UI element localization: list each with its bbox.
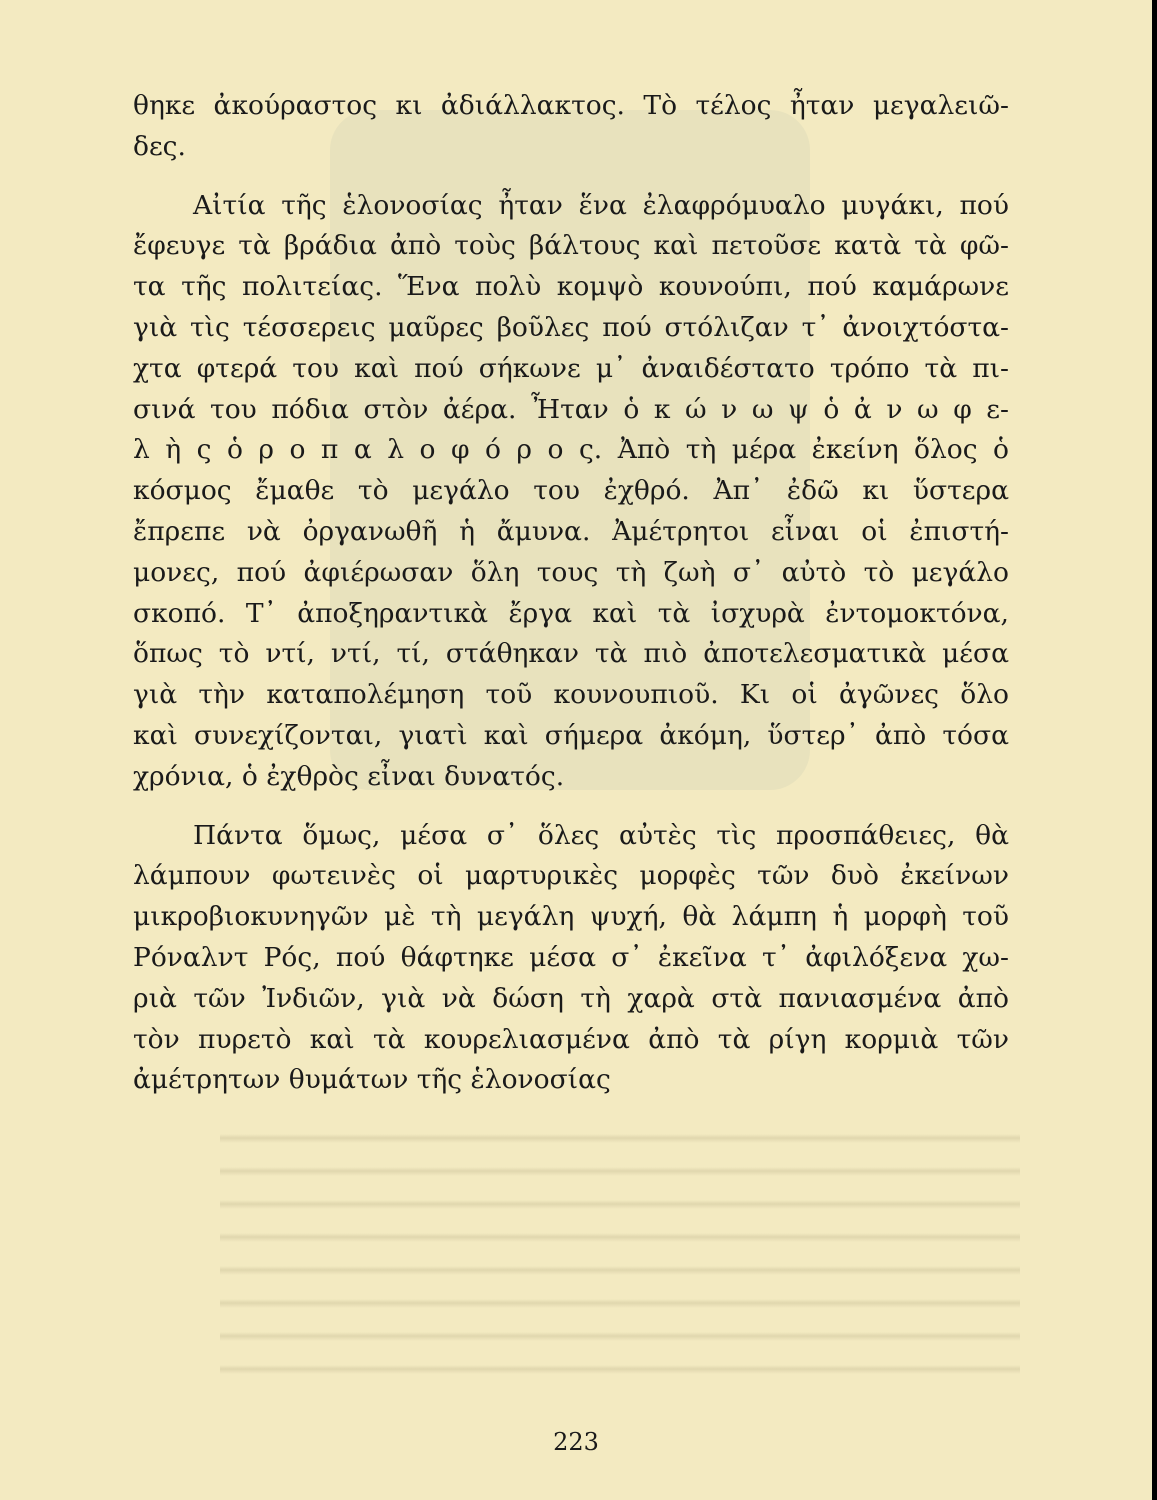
text-line: ἀμέτρητων θυμάτων τῆς ἑλονοσίας bbox=[133, 1064, 611, 1096]
text-line: γιὰ τὶς τέσσερεις μαῦρες βοῦλες πού στόλιζαν τ᾽ ἀνοιχτόστα- bbox=[133, 311, 1009, 343]
text-line: τὸν πυρετὸ καὶ τὰ κουρελιασμένα ἀπὸ τὰ ρίγη κορμιὰ τῶν bbox=[133, 1023, 1009, 1055]
text-line: τα τῆς πολιτείας. Ἕνα πολὺ κομψὸ κουνούπι, πού καμάρωνε bbox=[133, 271, 1009, 303]
text-line: ὅπως τὸ ντί, ντί, τί, στάθηκαν τὰ πιὸ ἀποτελεσματικὰ μέσα bbox=[133, 638, 1009, 670]
text-line: σινά του πόδια στὸν ἀέρα. Ἦταν ὁ κ ώ ν ω ψ ὁ ἀ ν ω φ ε- bbox=[133, 393, 1009, 425]
text-line: σκοπό. Τ᾽ ἀποξηραντικὰ ἔργα καὶ τὰ ἰσχυρὰ ἐντομοκτόνα, bbox=[133, 597, 1009, 629]
page-number: 223 bbox=[553, 1428, 599, 1456]
text-line: ριὰ τῶν Ἰνδιῶν, γιὰ νὰ δώση τὴ χαρὰ στὰ πανιασμένα ἀπὸ bbox=[133, 982, 1009, 1014]
paragraph-2 bbox=[133, 186, 1009, 798]
text-line: χρόνια, ὁ ἐχθρὸς εἶναι δυνατός. bbox=[133, 760, 565, 792]
text-line: καὶ συνεχίζονται, γιατὶ καὶ σήμερα ἀκόμη, ὕστερ᾽ ἀπὸ τόσα bbox=[133, 719, 1009, 751]
paragraph-1 bbox=[133, 86, 1009, 168]
text-line: μικροβιοκυνηγῶν μὲ τὴ μεγάλη ψυχή, θὰ λάμπη ἡ μορφὴ τοῦ bbox=[133, 901, 1009, 933]
text-line: γιὰ τὴν καταπολέμηση τοῦ κουνουπιοῦ. Κι οἱ ἀγῶνες ὅλο bbox=[133, 679, 1009, 711]
text-line: κόσμος ἔμαθε τὸ μεγάλο του ἐχθρό. Ἀπ᾽ ἐδῶ κι ὕστερα bbox=[133, 475, 1009, 507]
text-line: ἔπρεπε νὰ ὀργανωθῆ ἡ ἄμυνα. Ἀμέτρητοι εἶναι οἱ ἐπιστή- bbox=[133, 515, 1009, 547]
text-line: δες. bbox=[133, 130, 186, 162]
text-line: Πάντα ὅμως, μέσα σ᾽ ὅλες αὐτὲς τὶς προσπάθειες, θὰ bbox=[193, 819, 1009, 851]
text-line: ἔφευγε τὰ βράδια ἀπὸ τοὺς βάλτους καὶ πετοῦσε κατὰ τὰ φῶ- bbox=[133, 230, 1009, 262]
text-line: λάμπουν φωτεινὲς οἱ μαρτυρικὲς μορφὲς τῶν δυὸ ἐκείνων bbox=[133, 860, 1009, 892]
paragraph-3 bbox=[133, 816, 1009, 1102]
text-line: χτα φτερά του καὶ πού σήκωνε μ᾽ ἀναιδέστατο τρόπο τὰ πι- bbox=[133, 352, 1009, 384]
text-line: μονες, πού ἀφιέρωσαν ὅλη τους τὴ ζωὴ σ᾽ αὐτὸ τὸ μεγάλο bbox=[133, 556, 1009, 588]
show-through-text bbox=[220, 1110, 1020, 1390]
text-line: Ρόναλντ Ρός, πού θάφτηκε μέσα σ᾽ ἐκεῖνα τ᾽ ἀφιλόξενα χω- bbox=[133, 941, 1009, 973]
body-text bbox=[133, 86, 1009, 1101]
text-line: Αἰτία τῆς ἑλονοσίας ἦταν ἕνα ἐλαφρόμυαλο μυγάκι, πού bbox=[193, 189, 1009, 221]
text-line: λ ὴ ς ὁ ρ ο π α λ ο φ ό ρ ο ς. Ἀπὸ τὴ μέρα ἐκείνη ὅλος ὁ bbox=[133, 434, 1009, 466]
text-line: θηκε ἀκούραστος κι ἀδιάλλακτος. Τὸ τέλος ἦταν μεγαλειῶ- bbox=[133, 90, 1009, 121]
scan-edge bbox=[1152, 0, 1157, 1500]
